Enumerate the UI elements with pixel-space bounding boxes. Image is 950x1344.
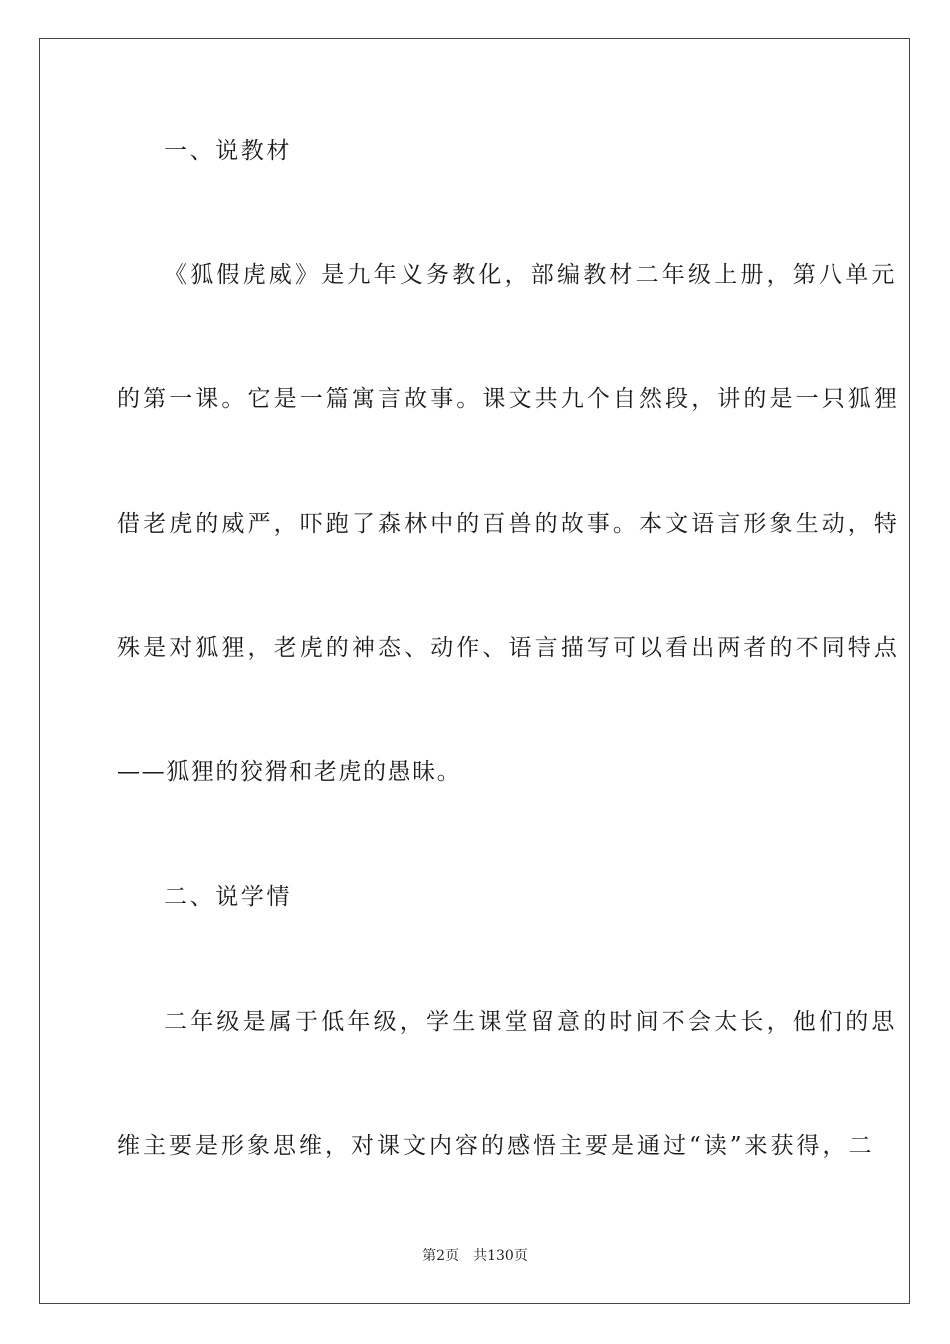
paragraph-line: 的第一课。它是一篇寓言故事。课文共九个自然段，讲的是一只狐狸	[117, 386, 900, 412]
paragraph-line: 维主要是形象思维，对课文内容的感悟主要是通过“读”来获得，二	[117, 1133, 875, 1159]
page-border	[39, 38, 910, 1304]
paragraph-line: 二年级是属于低年级，学生课堂留意的时间不会太长，他们的思	[164, 1009, 898, 1035]
paragraph-line: ——狐狸的狡猾和老虎的愚昧。	[117, 759, 462, 785]
section-heading-students: 二、说学情	[164, 884, 292, 910]
page-number: 第2页	[422, 1248, 460, 1264]
page-total: 共130页	[473, 1248, 528, 1264]
paragraph-line: 借老虎的威严，吓跑了森林中的百兽的故事。本文语言形象生动，特	[117, 511, 900, 537]
page-footer	[0, 1247, 950, 1265]
paragraph-line: 《狐假虎威》是九年义务教化，部编教材二年级上册，第八单元	[164, 262, 898, 288]
section-heading-textbook: 一、说教材	[164, 138, 292, 164]
paragraph-line: 殊是对狐狸，老虎的神态、动作、语言描写可以看出两者的不同特点	[117, 635, 900, 661]
